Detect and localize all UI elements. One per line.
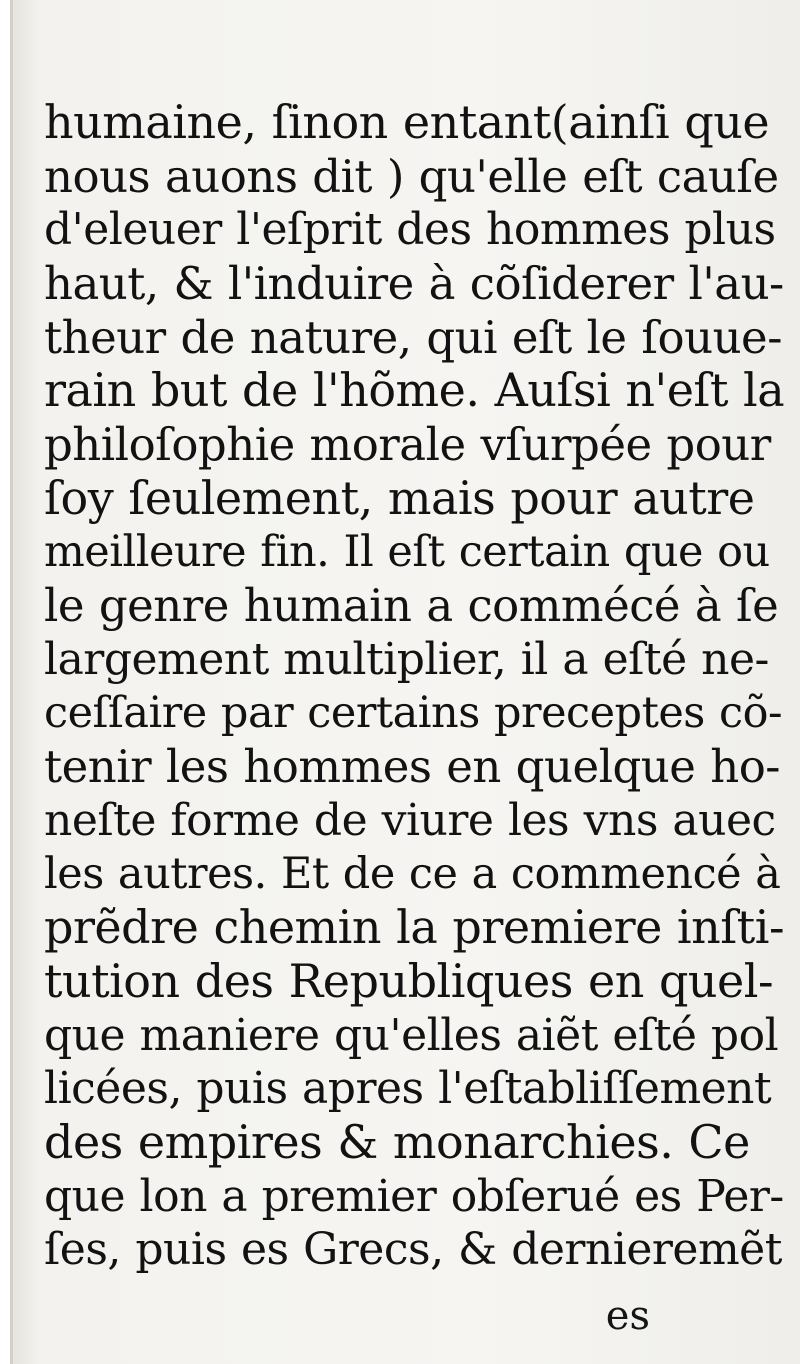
text-line: neſte forme de viure les vns auec: [44, 794, 776, 846]
text-line: tution des Republiques en quel-: [44, 954, 773, 1008]
text-line: philoſophie morale vſurpée pour: [44, 418, 771, 472]
text-line: ſoy ſeulement, mais pour autre: [44, 470, 755, 525]
text-line: d'eleuer l'eſprit des hommes plus: [44, 204, 776, 256]
page-body-text: [44, 96, 784, 1277]
text-line: tenir les hommes en quelque ho-: [44, 740, 780, 794]
text-line: les autres. Et de ce a commencé à: [44, 848, 781, 899]
catchword: es: [605, 1293, 650, 1339]
text-line: rain but de l'hõme. Auſsi n'eſt la: [44, 363, 785, 418]
text-line: le genre humain a commécé à ſe: [44, 579, 779, 633]
page-edge: [10, 0, 13, 1364]
text-line: prẽdre chemin la premiere inſti-: [44, 900, 785, 955]
text-line: theur de nature, qui eſt le ſouue-: [44, 310, 782, 364]
text-line: que maniere qu'elles aiẽt eſté pol: [44, 1009, 779, 1061]
text-line: largement multiplier, il a eſté ne-: [44, 633, 769, 685]
text-line: des empires & monarchies. Ce: [44, 1115, 750, 1170]
text-line: que lon a premier obſerué es Per-: [44, 1170, 784, 1222]
text-line: humaine, ſinon entant(ainſi que: [44, 95, 770, 149]
text-line: ſes, puis es Grecs, & dernieremẽt: [44, 1224, 782, 1276]
text-line: nous auons dit ) qu'elle eſt cauſe: [44, 149, 779, 203]
text-line: licées, puis apres l'eſtabliſſement: [44, 1063, 772, 1115]
text-line: ceſſaire par certains preceptes cõ-: [44, 687, 783, 738]
text-line: meilleure fin. Il eſt certain que ou: [44, 526, 770, 577]
text-line: haut, & l'induire à cõſiderer l'au-: [44, 257, 784, 311]
